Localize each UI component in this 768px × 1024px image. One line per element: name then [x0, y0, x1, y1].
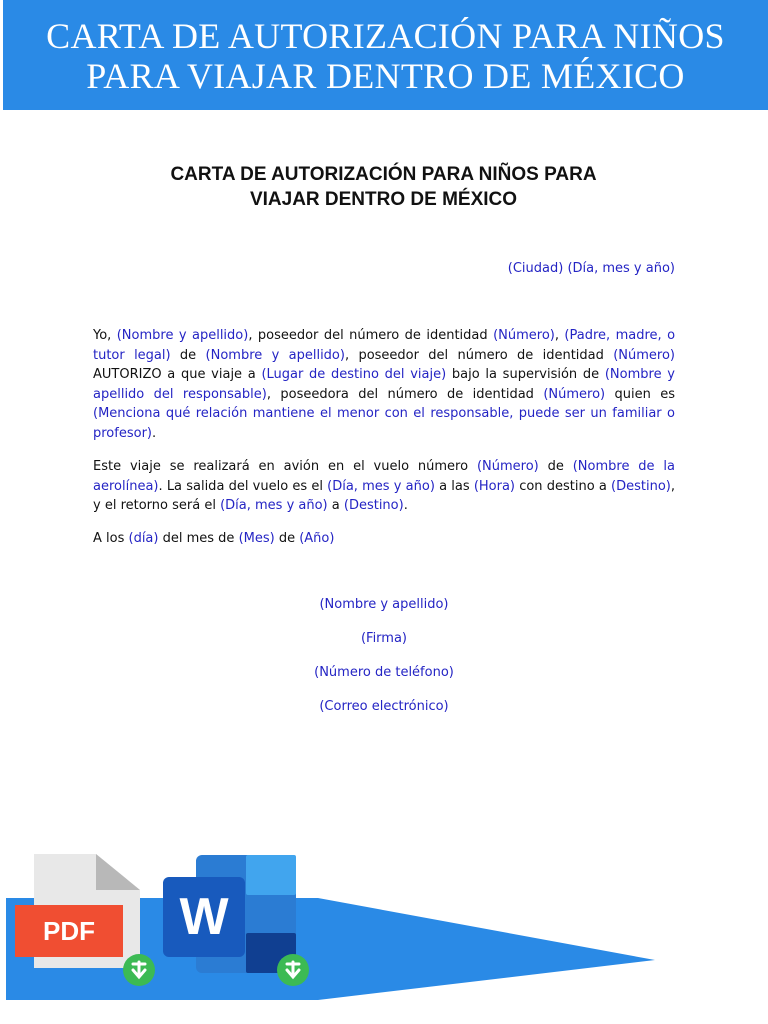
text-run: a las	[434, 478, 474, 494]
flight-paragraph	[93, 457, 675, 516]
header-banner	[3, 0, 768, 110]
placeholder-field: (Mes)	[238, 531, 275, 546]
text-run: de	[170, 347, 206, 363]
document-title-line-1: CARTA DE AUTORIZACIÓN PARA NIÑOS PARA	[170, 164, 597, 185]
document-title	[100, 162, 667, 212]
place-date-placeholder: (Ciudad) (Día, mes y año)	[507, 261, 675, 276]
footer-download-banner	[0, 850, 768, 1024]
placeholder-field: (Lugar de destino del viaje)	[261, 367, 447, 382]
banner-title: CARTA DE AUTORIZACIÓN PARA NIÑOS PARA VIAJAR DENTRO DE MÉXICO	[46, 16, 725, 96]
text-run: , poseedor del número de identidad	[248, 328, 494, 343]
placeholder-field: (Nombre de la aerolínea)	[93, 459, 675, 494]
signature-name: (Nombre y apellido)	[319, 597, 449, 612]
text-run: con destino a	[515, 478, 612, 494]
placeholder-field: (Destino)	[343, 498, 404, 513]
text-run: quien es	[605, 386, 675, 402]
document-title-line-2: VIAJAR DENTRO DE MÉXICO	[249, 189, 518, 210]
placeholder-field: (Hora)	[473, 478, 515, 494]
placeholder-field: (Número)	[493, 328, 555, 343]
text-run: ,	[554, 328, 565, 343]
placeholder-field: (Nombre y apellido)	[205, 347, 345, 363]
text-run: a	[327, 498, 344, 513]
text-run: .	[151, 425, 157, 441]
placeholder-field: (Nombre y apellido del responsable)	[93, 367, 675, 402]
placeholder-field: (Día, mes y año)	[327, 478, 435, 494]
placeholder-field: (Menciona qué relación mantiene el menor con el responsable, puede ser un familiar o profesor)	[93, 406, 675, 441]
authorization-paragraph	[93, 326, 675, 443]
text-run: bajo la supervisión de	[446, 367, 605, 382]
placeholder-field: (Día, mes y año)	[220, 498, 328, 513]
text-run: , poseedora del número de identidad	[266, 386, 544, 402]
text-run: , y el retorno será el	[93, 478, 675, 513]
text-run: de	[274, 531, 300, 546]
date-paragraph	[93, 529, 675, 549]
text-run: de	[538, 459, 573, 474]
placeholder-field: (día)	[128, 531, 159, 546]
text-run: . La salida del vuelo es el	[158, 478, 328, 494]
placeholder-field: (Número)	[613, 347, 676, 363]
placeholder-field: (Número)	[543, 386, 606, 402]
signature-email: (Correo electrónico)	[319, 699, 449, 714]
text-run: Yo,	[93, 328, 117, 343]
signature-phone: (Número de teléfono)	[314, 665, 454, 680]
text-run: AUTORIZO a que viaje a	[93, 367, 262, 382]
placeholder-field: (Año)	[299, 531, 335, 546]
word-label: W	[179, 888, 229, 946]
pdf-label: PDF	[43, 916, 95, 946]
text-run: , poseedor del número de identidad	[344, 347, 614, 363]
text-run: Este viaje se realizará en avión en el vuelo número	[93, 459, 477, 474]
placeholder-field: (Nombre y apellido)	[116, 328, 249, 343]
signature-field: (Firma)	[360, 631, 408, 646]
pdf-download-icon[interactable]	[15, 854, 155, 986]
placeholder-field: (Número)	[476, 459, 539, 474]
text-run: A los	[93, 531, 129, 546]
text-run: .	[403, 498, 408, 513]
placeholder-field: (Destino)	[611, 478, 671, 494]
text-run: del mes de	[158, 531, 239, 546]
placeholder-field: (Padre, madre, o tutor legal)	[93, 328, 676, 363]
